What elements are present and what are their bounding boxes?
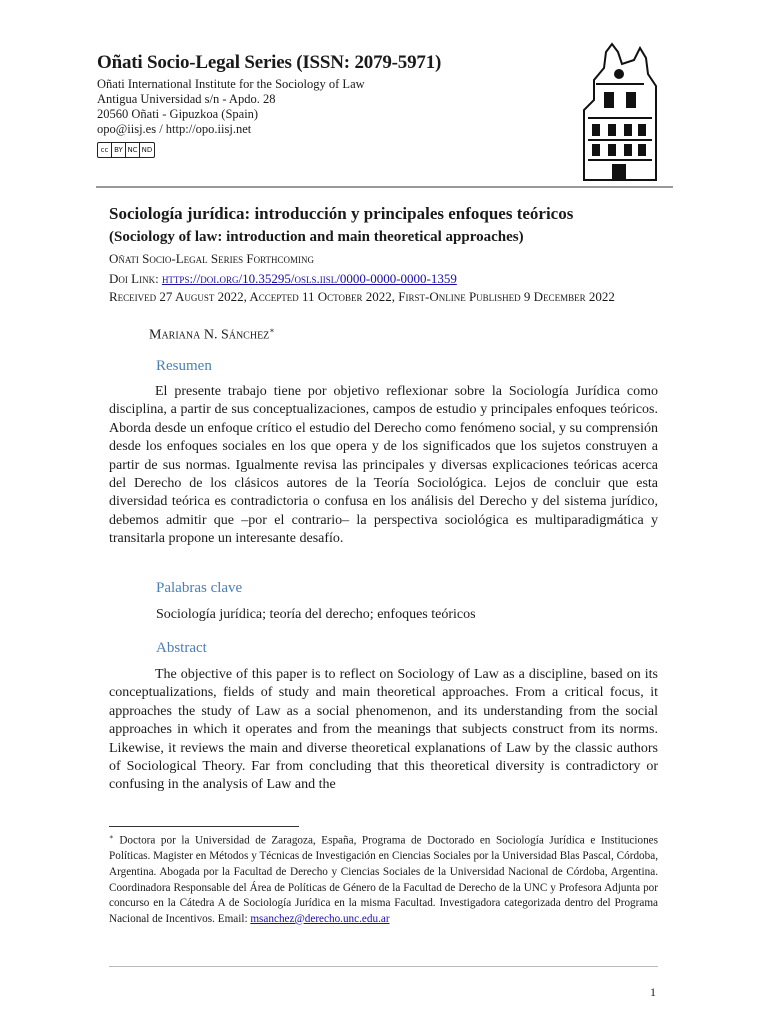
footer-divider	[109, 966, 658, 967]
keywords-heading: Palabras clave	[156, 580, 243, 596]
contact-line: opo@iisj.es / http://opo.iisj.net	[97, 122, 252, 136]
keywords-text: Sociología jurídica; teoría del derecho; enfoques teóricos	[156, 607, 476, 622]
article-dates: Received 27 August 2022, Accepted 11 October 2022, First-Online Published 9 December 2022	[109, 289, 615, 304]
doi-link[interactable]: https://doi.org/10.35295/osls.iisl/0000-0000-0000-1359	[161, 271, 457, 286]
creative-commons-license-icon[interactable]: cc BY NC ND	[97, 142, 155, 158]
email-label: Email:	[217, 912, 251, 925]
article-subtitle: (Sociology of law: introduction and main theoretical approaches)	[109, 229, 524, 245]
university-building-logo-icon	[574, 40, 664, 184]
author-footnote-mark[interactable]: ∗	[269, 326, 275, 335]
footnote-text: Doctora por la Universidad de Zaragoza, España, Programa de Doctorado en Sociología Jurídica e Instituciones Políticas. Magister en Métodos y Técnicas de Investigación en Ciencias Sociales por la Universidad Blas Pascal, Córdoba, Argentina. Abogada por la Facultad de Derecho y Ciencias Sociales de la Universidad Nacional de Córdoba, Argentina. Coordinadora Responsable del Área de Políticas de Género de la Facultad de Derecho de la UNC y Profesora Adjunta por concurso en la Cátedra A de Sociología Jurídica en la misma Facultad. Investigadora categorizada dentro del Programa Nacional de Incentivos.	[109, 834, 659, 925]
resumen-heading: Resumen	[156, 358, 212, 374]
institute-name: Oñati International Institute for the Sociology of Law	[97, 77, 365, 91]
address-line-2: 20560 Oñati - Gipuzkoa (Spain)	[97, 107, 259, 121]
address-line-1: Antigua Universidad s/n - Apdo. 28	[97, 92, 276, 106]
doi-line	[109, 270, 658, 287]
series-title: Oñati Socio-Legal Series (ISSN: 2079-5971)	[97, 52, 442, 73]
page-number: 1	[650, 985, 656, 999]
footnote-mark: ∗	[109, 833, 114, 841]
author-email-link[interactable]: msanchez@derecho.unc.edu.ar	[250, 912, 390, 925]
author-footnote	[109, 830, 658, 927]
footnote-divider	[109, 826, 299, 827]
article-title: Sociología jurídica: introducción y principales enfoques teóricos	[109, 204, 574, 223]
resumen-text: El presente trabajo tiene por objetivo reflexionar sobre la Sociología Jurídica como disciplina, a partir de sus conceptualizaciones, campos de estudio y principales enfoques teóricos. Aborda desde un enfoque crítico el estudio del Derecho como fenómeno social, y su comprensión desde los enfoques sociales en los que opera y de los significados que los sujetos construyen a partir de sus normas. Igualmente revisa las principales y diversas explicaciones teóricas acerca del Derecho de los clásicos autores de la Teoría Sociológica. Lejos de concluir que esta diversidad teórica es contradictoria o confusa en los análisis del Derecho y del sistema jurídico, debemos admitir que –por el contrario– la perspectiva sociológica es multiparadigmática y transitarla propone un interesante desafío.	[109, 384, 658, 547]
journal-header	[97, 52, 517, 158]
author-name: Mariana N. Sánchez∗	[149, 326, 275, 343]
series-status: Oñati Socio-Legal Series Forthcoming	[109, 251, 315, 266]
abstract-text: The objective of this paper is to reflect on Sociology of Law as a discipline, based on its conceptualizations, fields of study and main theoretical approaches. From a critical focus, it approaches the study of Law as a social phenomenon, and its understanding from the social approaches in which it operates and from the meanings that subjects construct from its norms. Likewise, it reviews the main and diverse theoretical explanations of Law by the classic authors of Sociological Theory. Far from concluding that this theoretical diversity is contradictory or confusing in the analysis of Law and the	[109, 667, 658, 793]
doi-label: Doi Link:	[109, 271, 162, 286]
header-divider	[96, 186, 673, 188]
abstract-heading: Abstract	[156, 640, 207, 656]
